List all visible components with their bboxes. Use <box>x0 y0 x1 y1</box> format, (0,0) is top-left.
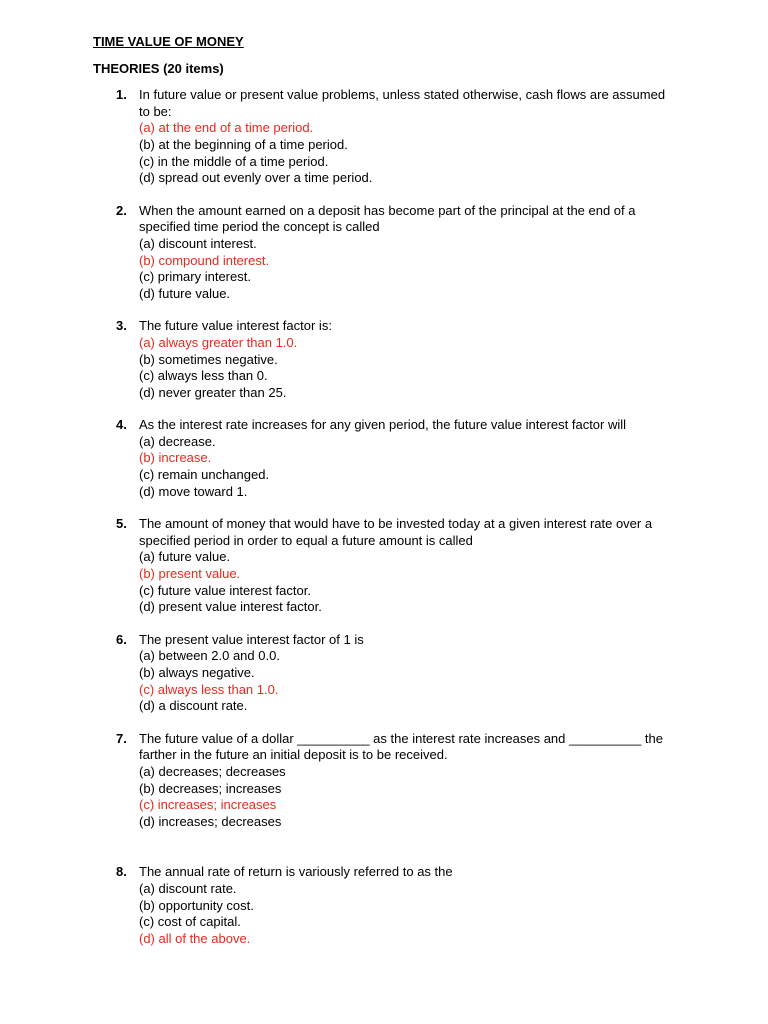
question-text: As the interest rate increases for any given period, the future value interest factor will <box>139 417 627 433</box>
choice-a: (a) between 2.0 and 0.0. <box>139 648 280 664</box>
question-text: The amount of money that would have to be invested today at a given interest rate over a specified period in order to equal a future amount is called <box>139 516 653 548</box>
question-6 <box>93 632 708 715</box>
choice-a: (a) decrease. <box>139 433 216 449</box>
choice-b: (b) always negative. <box>139 665 255 680</box>
choice-b: (b) present value. <box>139 566 241 582</box>
choice-d: (d) present value interest factor. <box>139 599 322 615</box>
question-7 <box>93 731 708 831</box>
question-3 <box>93 318 708 401</box>
question-4 <box>93 417 708 500</box>
choice-d: (d) move toward 1. <box>139 483 248 499</box>
choice-d: (d) increases; decreases <box>139 813 282 829</box>
choice-b: (b) opportunity cost. <box>139 897 254 913</box>
choice-c: (c) in the middle of a time period. <box>139 153 329 169</box>
question-1 <box>93 87 708 187</box>
choice-b: (b) at the beginning of a time period. <box>139 136 348 152</box>
choice-a: (a) decreases; decreases <box>139 763 286 779</box>
choice-c: (c) primary interest. <box>139 269 251 285</box>
choice-b: (b) increase. <box>139 450 212 466</box>
choice-b: (b) sometimes negative. <box>139 351 278 367</box>
question-number: 3. <box>116 318 127 334</box>
question-number: 4. <box>116 417 127 433</box>
choice-d: (d) never greater than 25. <box>139 384 287 400</box>
question-number: 1. <box>116 87 127 103</box>
document-title: TIME VALUE OF MONEY <box>93 34 244 49</box>
choice-d: (d) a discount rate. <box>139 698 248 714</box>
question-text: In future value or present value problems, unless stated otherwise, cash flows are assumed to be: <box>139 87 666 119</box>
question-5 <box>93 516 708 616</box>
choice-a: (a) future value. <box>139 549 231 565</box>
choice-c: (c) remain unchanged. <box>139 467 270 483</box>
choice-c: (c) cost of capital. <box>139 914 241 930</box>
section-title: THEORIES (20 items) <box>93 60 224 76</box>
choice-b: (b) decreases; increases <box>139 780 282 796</box>
question-number: 2. <box>116 202 127 218</box>
choice-a: (a) discount rate. <box>139 880 237 896</box>
question-number: 8. <box>116 864 127 880</box>
choice-d: (d) spread out evenly over a time period. <box>139 170 373 186</box>
question-text: When the amount earned on a deposit has become part of the principal at the end of a specified time period the concept is called <box>139 202 636 235</box>
choice-b: (b) compound interest. <box>139 252 270 268</box>
choice-a: (a) always greater than 1.0. <box>139 334 298 350</box>
choice-c: (c) increases; increases <box>139 797 277 813</box>
question-text: The annual rate of return is variously referred to as the <box>139 864 453 880</box>
choice-c: (c) future value interest factor. <box>139 582 311 598</box>
question-number: 5. <box>116 516 127 532</box>
question-text: The future value interest factor is: <box>139 318 332 334</box>
choice-c: (c) always less than 0. <box>139 368 268 384</box>
choice-a: (a) at the end of a time period. <box>139 120 314 136</box>
choice-d: (d) future value. <box>139 285 231 301</box>
question-8 <box>93 864 708 947</box>
choice-a: (a) discount interest. <box>139 235 257 251</box>
question-text: The present value interest factor of 1 is <box>139 631 364 647</box>
question-text: The future value of a dollar __________ as the interest rate increases and __________ the farther in the future an initial deposit is to be received. <box>139 730 663 763</box>
question-number: 6. <box>116 631 127 647</box>
question-2 <box>93 203 708 303</box>
choice-c: (c) always less than 1.0. <box>139 681 279 697</box>
question-number: 7. <box>116 730 127 746</box>
choice-d: (d) all of the above. <box>139 930 251 946</box>
